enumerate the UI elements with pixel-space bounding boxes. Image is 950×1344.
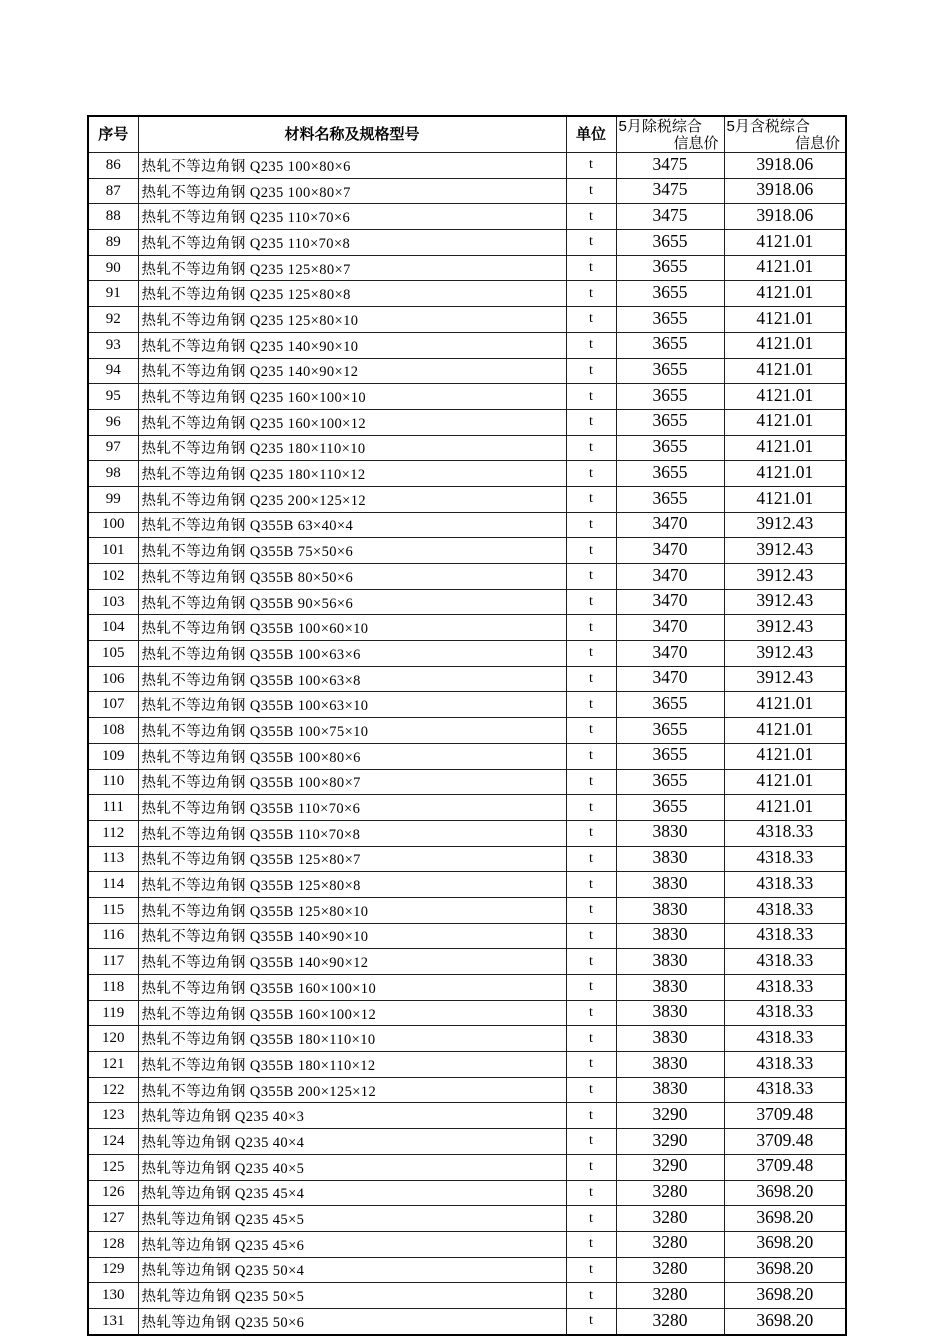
cell-no: 128 (88, 1231, 138, 1257)
header-price-extax-line2: 信息价 (673, 134, 719, 152)
cell-unit: t (566, 1000, 616, 1026)
cell-no: 116 (88, 923, 138, 949)
cell-price-extax: 3470 (616, 564, 724, 590)
cell-material-name: 热轧等边角钢 Q235 40×3 (138, 1103, 566, 1129)
cell-price-extax: 3830 (616, 846, 724, 872)
cell-price-inctax: 3918.06 (724, 204, 846, 230)
cell-material-name: 热轧不等边角钢 Q355B 180×110×10 (138, 1026, 566, 1052)
table-row (88, 435, 846, 461)
cell-price-inctax: 4121.01 (724, 435, 846, 461)
cell-price-extax: 3655 (616, 409, 724, 435)
cell-no: 113 (88, 846, 138, 872)
cell-price-inctax: 4318.33 (724, 897, 846, 923)
cell-price-inctax: 3912.43 (724, 589, 846, 615)
table-row (88, 1077, 846, 1103)
cell-no: 89 (88, 230, 138, 256)
cell-price-inctax: 4121.01 (724, 409, 846, 435)
cell-no: 86 (88, 153, 138, 179)
cell-unit: t (566, 409, 616, 435)
cell-price-extax: 3280 (616, 1308, 724, 1334)
cell-unit: t (566, 923, 616, 949)
cell-no: 91 (88, 281, 138, 307)
cell-price-extax: 3475 (616, 204, 724, 230)
cell-material-name: 热轧不等边角钢 Q355B 110×70×6 (138, 795, 566, 821)
cell-price-extax: 3470 (616, 666, 724, 692)
cell-material-name: 热轧不等边角钢 Q355B 200×125×12 (138, 1077, 566, 1103)
cell-price-inctax: 4121.01 (724, 332, 846, 358)
table-row (88, 1206, 846, 1232)
cell-material-name: 热轧等边角钢 Q235 40×4 (138, 1129, 566, 1155)
cell-material-name: 热轧不等边角钢 Q235 125×80×8 (138, 281, 566, 307)
cell-unit: t (566, 332, 616, 358)
cell-material-name: 热轧等边角钢 Q235 50×4 (138, 1257, 566, 1283)
cell-unit: t (566, 897, 616, 923)
cell-no: 108 (88, 718, 138, 744)
cell-no: 127 (88, 1206, 138, 1232)
cell-unit: t (566, 1154, 616, 1180)
header-price-extax-line1: 5月除税综合 (618, 117, 702, 135)
cell-no: 92 (88, 307, 138, 333)
cell-price-inctax: 4121.01 (724, 769, 846, 795)
cell-price-inctax: 3709.48 (724, 1129, 846, 1155)
cell-material-name: 热轧不等边角钢 Q355B 125×80×8 (138, 872, 566, 898)
cell-unit: t (566, 1026, 616, 1052)
table-row (88, 1231, 846, 1257)
cell-material-name: 热轧不等边角钢 Q355B 125×80×10 (138, 897, 566, 923)
table-row (88, 1283, 846, 1309)
table-header (88, 116, 846, 153)
cell-unit: t (566, 769, 616, 795)
cell-unit: t (566, 538, 616, 564)
cell-price-inctax: 4318.33 (724, 820, 846, 846)
table-row (88, 923, 846, 949)
cell-unit: t (566, 589, 616, 615)
cell-no: 120 (88, 1026, 138, 1052)
cell-price-inctax: 3698.20 (724, 1283, 846, 1309)
cell-unit: t (566, 1257, 616, 1283)
cell-no: 100 (88, 512, 138, 538)
header-cell-price-inctax (724, 116, 846, 153)
cell-material-name: 热轧不等边角钢 Q235 180×110×10 (138, 435, 566, 461)
cell-no: 110 (88, 769, 138, 795)
cell-price-inctax: 4318.33 (724, 975, 846, 1001)
cell-price-inctax: 3698.20 (724, 1257, 846, 1283)
table-row (88, 1052, 846, 1078)
cell-material-name: 热轧不等边角钢 Q235 160×100×12 (138, 409, 566, 435)
cell-price-extax: 3655 (616, 332, 724, 358)
table-row (88, 846, 846, 872)
cell-no: 101 (88, 538, 138, 564)
cell-material-name: 热轧不等边角钢 Q235 125×80×10 (138, 307, 566, 333)
cell-material-name: 热轧不等边角钢 Q355B 125×80×7 (138, 846, 566, 872)
cell-price-inctax: 4121.01 (724, 743, 846, 769)
cell-price-extax: 3830 (616, 923, 724, 949)
cell-price-inctax: 4318.33 (724, 1026, 846, 1052)
cell-no: 129 (88, 1257, 138, 1283)
cell-unit: t (566, 1231, 616, 1257)
cell-material-name: 热轧不等边角钢 Q355B 100×63×8 (138, 666, 566, 692)
cell-unit: t (566, 666, 616, 692)
table-row (88, 332, 846, 358)
cell-price-inctax: 4318.33 (724, 1077, 846, 1103)
cell-price-extax: 3280 (616, 1231, 724, 1257)
cell-material-name: 热轧不等边角钢 Q355B 63×40×4 (138, 512, 566, 538)
cell-no: 105 (88, 641, 138, 667)
cell-price-extax: 3475 (616, 153, 724, 179)
cell-no: 130 (88, 1283, 138, 1309)
cell-unit: t (566, 975, 616, 1001)
cell-no: 126 (88, 1180, 138, 1206)
header-price-inctax-line2: 信息价 (794, 134, 840, 152)
header-price-inctax-line1: 5月含税综合 (726, 117, 810, 135)
cell-unit: t (566, 153, 616, 179)
cell-price-extax: 3830 (616, 1026, 724, 1052)
cell-no: 103 (88, 589, 138, 615)
cell-price-inctax: 3698.20 (724, 1308, 846, 1334)
table-row (88, 897, 846, 923)
table-row (88, 1308, 846, 1334)
cell-no: 131 (88, 1308, 138, 1334)
table-row (88, 204, 846, 230)
cell-price-extax: 3280 (616, 1283, 724, 1309)
cell-price-inctax: 4318.33 (724, 872, 846, 898)
table-row (88, 1026, 846, 1052)
cell-price-inctax: 4121.01 (724, 692, 846, 718)
cell-no: 119 (88, 1000, 138, 1026)
cell-unit: t (566, 1077, 616, 1103)
material-price-table (87, 115, 847, 1336)
cell-price-extax: 3470 (616, 512, 724, 538)
table-row (88, 589, 846, 615)
cell-price-extax: 3470 (616, 615, 724, 641)
table-row (88, 1154, 846, 1180)
header-cell-material-name: 材料名称及规格型号 (138, 116, 566, 153)
cell-price-inctax: 4318.33 (724, 1052, 846, 1078)
table-row (88, 1180, 846, 1206)
cell-price-extax: 3655 (616, 230, 724, 256)
cell-unit: t (566, 204, 616, 230)
cell-unit: t (566, 795, 616, 821)
cell-price-extax: 3830 (616, 1077, 724, 1103)
table-row (88, 1103, 846, 1129)
table-row (88, 692, 846, 718)
cell-unit: t (566, 641, 616, 667)
cell-unit: t (566, 435, 616, 461)
cell-unit: t (566, 564, 616, 590)
cell-material-name: 热轧等边角钢 Q235 40×5 (138, 1154, 566, 1180)
cell-unit: t (566, 1308, 616, 1334)
cell-price-extax: 3655 (616, 281, 724, 307)
cell-unit: t (566, 384, 616, 410)
cell-material-name: 热轧不等边角钢 Q355B 75×50×6 (138, 538, 566, 564)
table-row (88, 615, 846, 641)
table-row (88, 975, 846, 1001)
table-row (88, 769, 846, 795)
cell-price-inctax: 4121.01 (724, 718, 846, 744)
cell-no: 90 (88, 255, 138, 281)
cell-unit: t (566, 846, 616, 872)
table-row (88, 461, 846, 487)
cell-unit: t (566, 615, 616, 641)
cell-unit: t (566, 1283, 616, 1309)
cell-price-extax: 3470 (616, 589, 724, 615)
table-row (88, 1129, 846, 1155)
cell-no: 118 (88, 975, 138, 1001)
cell-material-name: 热轧不等边角钢 Q235 110×70×8 (138, 230, 566, 256)
cell-no: 94 (88, 358, 138, 384)
cell-price-extax: 3830 (616, 1052, 724, 1078)
cell-material-name: 热轧不等边角钢 Q235 100×80×7 (138, 178, 566, 204)
cell-no: 104 (88, 615, 138, 641)
table-row (88, 872, 846, 898)
cell-material-name: 热轧不等边角钢 Q355B 100×75×10 (138, 718, 566, 744)
cell-price-extax: 3280 (616, 1257, 724, 1283)
cell-no: 97 (88, 435, 138, 461)
cell-price-extax: 3655 (616, 461, 724, 487)
cell-price-inctax: 4121.01 (724, 486, 846, 512)
table-row (88, 486, 846, 512)
table-row (88, 564, 846, 590)
cell-price-inctax: 4121.01 (724, 307, 846, 333)
cell-price-inctax: 3918.06 (724, 153, 846, 179)
cell-price-extax: 3655 (616, 435, 724, 461)
cell-unit: t (566, 1103, 616, 1129)
cell-material-name: 热轧不等边角钢 Q355B 140×90×10 (138, 923, 566, 949)
cell-material-name: 热轧等边角钢 Q235 45×4 (138, 1180, 566, 1206)
table-row (88, 795, 846, 821)
cell-price-extax: 3655 (616, 718, 724, 744)
table-row (88, 949, 846, 975)
cell-material-name: 热轧不等边角钢 Q355B 90×56×6 (138, 589, 566, 615)
cell-price-extax: 3830 (616, 949, 724, 975)
cell-no: 109 (88, 743, 138, 769)
cell-price-extax: 3830 (616, 820, 724, 846)
cell-no: 96 (88, 409, 138, 435)
cell-price-inctax: 4121.01 (724, 384, 846, 410)
cell-material-name: 热轧不等边角钢 Q355B 100×63×6 (138, 641, 566, 667)
cell-material-name: 热轧不等边角钢 Q355B 180×110×12 (138, 1052, 566, 1078)
cell-unit: t (566, 461, 616, 487)
cell-material-name: 热轧不等边角钢 Q235 110×70×6 (138, 204, 566, 230)
cell-price-extax: 3655 (616, 692, 724, 718)
cell-price-inctax: 3709.48 (724, 1154, 846, 1180)
cell-price-extax: 3280 (616, 1206, 724, 1232)
cell-price-inctax: 4121.01 (724, 358, 846, 384)
cell-no: 107 (88, 692, 138, 718)
cell-no: 115 (88, 897, 138, 923)
table-row (88, 718, 846, 744)
cell-no: 122 (88, 1077, 138, 1103)
cell-material-name: 热轧不等边角钢 Q235 140×90×12 (138, 358, 566, 384)
cell-material-name: 热轧不等边角钢 Q355B 100×63×10 (138, 692, 566, 718)
cell-unit: t (566, 358, 616, 384)
cell-unit: t (566, 872, 616, 898)
cell-no: 112 (88, 820, 138, 846)
cell-unit: t (566, 281, 616, 307)
cell-material-name: 热轧等边角钢 Q235 45×6 (138, 1231, 566, 1257)
cell-no: 93 (88, 332, 138, 358)
table-row (88, 255, 846, 281)
cell-price-extax: 3655 (616, 255, 724, 281)
header-cell-price-extax (616, 116, 724, 153)
table-row (88, 384, 846, 410)
cell-price-inctax: 4121.01 (724, 795, 846, 821)
table-body (88, 153, 846, 1335)
cell-price-extax: 3655 (616, 307, 724, 333)
table-row (88, 1257, 846, 1283)
cell-material-name: 热轧不等边角钢 Q235 100×80×6 (138, 153, 566, 179)
cell-price-extax: 3290 (616, 1103, 724, 1129)
cell-price-inctax: 4121.01 (724, 461, 846, 487)
cell-price-extax: 3290 (616, 1154, 724, 1180)
cell-price-inctax: 3912.43 (724, 512, 846, 538)
table-row (88, 1000, 846, 1026)
cell-material-name: 热轧不等边角钢 Q355B 100×80×7 (138, 769, 566, 795)
table-row (88, 230, 846, 256)
cell-unit: t (566, 1206, 616, 1232)
cell-price-extax: 3470 (616, 538, 724, 564)
cell-no: 98 (88, 461, 138, 487)
cell-no: 117 (88, 949, 138, 975)
cell-unit: t (566, 1129, 616, 1155)
cell-price-inctax: 4121.01 (724, 281, 846, 307)
cell-material-name: 热轧不等边角钢 Q355B 100×60×10 (138, 615, 566, 641)
header-cell-no: 序号 (88, 116, 138, 153)
cell-unit: t (566, 512, 616, 538)
cell-material-name: 热轧不等边角钢 Q235 140×90×10 (138, 332, 566, 358)
cell-unit: t (566, 307, 616, 333)
cell-price-inctax: 3698.20 (724, 1180, 846, 1206)
cell-price-inctax: 4121.01 (724, 255, 846, 281)
table-row (88, 153, 846, 179)
cell-price-inctax: 3912.43 (724, 641, 846, 667)
cell-material-name: 热轧等边角钢 Q235 45×5 (138, 1206, 566, 1232)
cell-no: 125 (88, 1154, 138, 1180)
cell-price-extax: 3655 (616, 769, 724, 795)
header-cell-unit: 单位 (566, 116, 616, 153)
table-row (88, 307, 846, 333)
cell-no: 124 (88, 1129, 138, 1155)
cell-price-extax: 3655 (616, 486, 724, 512)
cell-price-extax: 3280 (616, 1180, 724, 1206)
cell-unit: t (566, 820, 616, 846)
table-row (88, 538, 846, 564)
table-row (88, 358, 846, 384)
cell-price-extax: 3655 (616, 384, 724, 410)
cell-unit: t (566, 718, 616, 744)
cell-price-inctax: 3918.06 (724, 178, 846, 204)
cell-unit: t (566, 1052, 616, 1078)
table-row (88, 641, 846, 667)
cell-unit: t (566, 178, 616, 204)
cell-price-extax: 3290 (616, 1129, 724, 1155)
cell-price-inctax: 3912.43 (724, 615, 846, 641)
cell-price-extax: 3470 (616, 641, 724, 667)
cell-no: 106 (88, 666, 138, 692)
cell-unit: t (566, 255, 616, 281)
cell-no: 123 (88, 1103, 138, 1129)
cell-price-inctax: 4121.01 (724, 230, 846, 256)
cell-no: 114 (88, 872, 138, 898)
cell-material-name: 热轧不等边角钢 Q355B 100×80×6 (138, 743, 566, 769)
cell-material-name: 热轧不等边角钢 Q355B 80×50×6 (138, 564, 566, 590)
cell-no: 87 (88, 178, 138, 204)
table-row (88, 666, 846, 692)
cell-no: 99 (88, 486, 138, 512)
table-row (88, 512, 846, 538)
cell-price-inctax: 3912.43 (724, 538, 846, 564)
table-row (88, 281, 846, 307)
cell-material-name: 热轧不等边角钢 Q355B 160×100×12 (138, 1000, 566, 1026)
cell-material-name: 热轧不等边角钢 Q235 160×100×10 (138, 384, 566, 410)
cell-unit: t (566, 486, 616, 512)
cell-price-inctax: 3912.43 (724, 564, 846, 590)
cell-material-name: 热轧不等边角钢 Q355B 140×90×12 (138, 949, 566, 975)
cell-material-name: 热轧不等边角钢 Q235 200×125×12 (138, 486, 566, 512)
cell-price-extax: 3655 (616, 743, 724, 769)
cell-price-inctax: 4318.33 (724, 846, 846, 872)
cell-no: 95 (88, 384, 138, 410)
cell-price-inctax: 4318.33 (724, 1000, 846, 1026)
cell-unit: t (566, 230, 616, 256)
table-row (88, 820, 846, 846)
table-row (88, 178, 846, 204)
header-row (88, 116, 846, 153)
cell-price-inctax: 4318.33 (724, 923, 846, 949)
cell-material-name: 热轧不等边角钢 Q235 125×80×7 (138, 255, 566, 281)
cell-material-name: 热轧等边角钢 Q235 50×5 (138, 1283, 566, 1309)
cell-price-extax: 3655 (616, 358, 724, 384)
cell-unit: t (566, 743, 616, 769)
cell-price-inctax: 3698.20 (724, 1231, 846, 1257)
cell-price-inctax: 3912.43 (724, 666, 846, 692)
cell-price-extax: 3830 (616, 897, 724, 923)
cell-price-extax: 3475 (616, 178, 724, 204)
cell-material-name: 热轧不等边角钢 Q355B 160×100×10 (138, 975, 566, 1001)
table-row (88, 409, 846, 435)
cell-price-extax: 3830 (616, 975, 724, 1001)
cell-no: 121 (88, 1052, 138, 1078)
cell-price-extax: 3830 (616, 1000, 724, 1026)
cell-material-name: 热轧不等边角钢 Q355B 110×70×8 (138, 820, 566, 846)
cell-no: 88 (88, 204, 138, 230)
cell-price-extax: 3830 (616, 872, 724, 898)
cell-unit: t (566, 949, 616, 975)
cell-unit: t (566, 1180, 616, 1206)
cell-price-extax: 3655 (616, 795, 724, 821)
cell-price-inctax: 3709.48 (724, 1103, 846, 1129)
cell-material-name: 热轧等边角钢 Q235 50×6 (138, 1308, 566, 1334)
cell-no: 102 (88, 564, 138, 590)
cell-unit: t (566, 692, 616, 718)
cell-price-inctax: 3698.20 (724, 1206, 846, 1232)
table-row (88, 743, 846, 769)
cell-price-inctax: 4318.33 (724, 949, 846, 975)
cell-material-name: 热轧不等边角钢 Q235 180×110×12 (138, 461, 566, 487)
cell-no: 111 (88, 795, 138, 821)
